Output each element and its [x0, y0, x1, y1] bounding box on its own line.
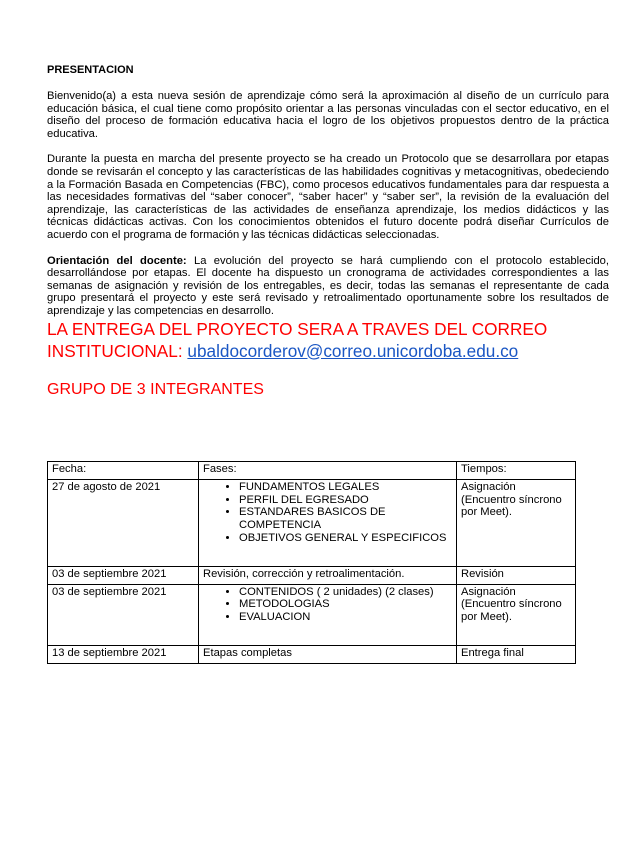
document-page — [47, 56, 609, 659]
list-item: • CONTENIDOS ( 2 unidades) (2 clases) — [239, 586, 452, 599]
row-phases — [199, 584, 457, 645]
list-item: • FUNDAMENTOS LEGALES — [239, 481, 452, 494]
row-phases — [199, 479, 457, 566]
table-row — [48, 584, 576, 645]
delivery-notice-text: LA ENTREGA DEL PROYECTO SERA A TRAVES DEL CORREO INSTITUCIONAL: — [47, 318, 548, 361]
list-item: • PERFIL DEL EGRESADO — [239, 494, 452, 507]
phase-list — [203, 586, 452, 624]
table-header-row — [48, 462, 576, 480]
row-time: Asignación (Encuentro síncrono por Meet). — [457, 584, 576, 645]
row-phases: Revisión, corrección y retroalimentación. — [199, 566, 457, 584]
header-date: Fecha: — [48, 462, 199, 480]
orientation-label: Orientación del docente: — [47, 254, 187, 267]
delivery-notice — [47, 318, 609, 362]
orientation-paragraph — [47, 255, 609, 318]
protocol-paragraph: Durante la puesta en marcha del presente proyecto se ha creado un Protocolo que se desarrollara por etapas donde se revisarán el concepto y las características de las habilidades cognitivas y metacognitivas, obedeciendo a la Formación Basada en Competencias (FBC), como procesos educativos fundamentales para dar respuesta a las necesidades formativas del “saber conocer”, “saber hacer” y “saber ser”, la revisión de la evaluación del aprendizaje, las características de las actividades de enseñanza aprendizaje, los medios didácticos y las técnicas didácticas activas. Con los conocimientos obtenidos el futuro docente podrá diseñar Currículos de acuerdo con el programa de formación y las técnicas didácticas seleccionadas. — [47, 153, 609, 241]
row-time: Revisión — [457, 566, 576, 584]
list-item: • ESTANDARES BASICOS DE COMPETENCIA — [239, 506, 452, 532]
orientation-text: La evolución del proyecto se hará cumpliendo con el protocolo establecido, desarrollándose por etapas. El docente ha dispuesto un cronograma de actividades correspondientes a las semanas de asignación y revisión de los entregables, es decir, todas las semanas el representante de cada grupo presentará el proyecto y este será revisado y retroalimentado oportunamente sobre los resultados de aprendizaje y las competencias en desarrollo. — [47, 254, 609, 317]
list-item: • METODOLOGIAS — [239, 598, 452, 611]
email-link[interactable]: ubaldocorderov@correo.unicordoba.edu.co — [187, 340, 519, 361]
document-title: PRESENTACION — [47, 64, 134, 76]
list-item: • EVALUACION — [239, 611, 452, 624]
row-time: Entrega final — [457, 645, 576, 663]
header-phases: Fases: — [199, 462, 457, 480]
intro-paragraph: Bienvenido(a) a esta nueva sesión de aprendizaje cómo será la aproximación al diseño de un currículo para educación básica, el cual tiene como propósito orientar a las personas vinculadas con el sector educativo, en el diseño del proceso de formación educativa hacia el logro de los objetivos propuestos dentro de la práctica educativa. — [47, 90, 609, 140]
row-phases: Etapas completas — [199, 645, 457, 663]
table-row — [48, 479, 576, 566]
row-date: 27 de agosto de 2021 — [48, 479, 199, 566]
schedule-table — [47, 461, 576, 664]
phase-list — [203, 481, 452, 545]
row-date: 03 de septiembre 2021 — [48, 566, 199, 584]
row-date: 03 de septiembre 2021 — [48, 584, 199, 645]
row-date: 13 de septiembre 2021 — [48, 645, 199, 663]
header-times: Tiempos: — [457, 462, 576, 480]
list-item: • OBJETIVOS GENERAL Y ESPECIFICOS — [239, 532, 452, 545]
table-row — [48, 566, 576, 584]
table-row — [48, 645, 576, 663]
group-heading: GRUPO DE 3 INTEGRANTES — [47, 380, 264, 398]
row-time: Asignación (Encuentro síncrono por Meet). — [457, 479, 576, 566]
